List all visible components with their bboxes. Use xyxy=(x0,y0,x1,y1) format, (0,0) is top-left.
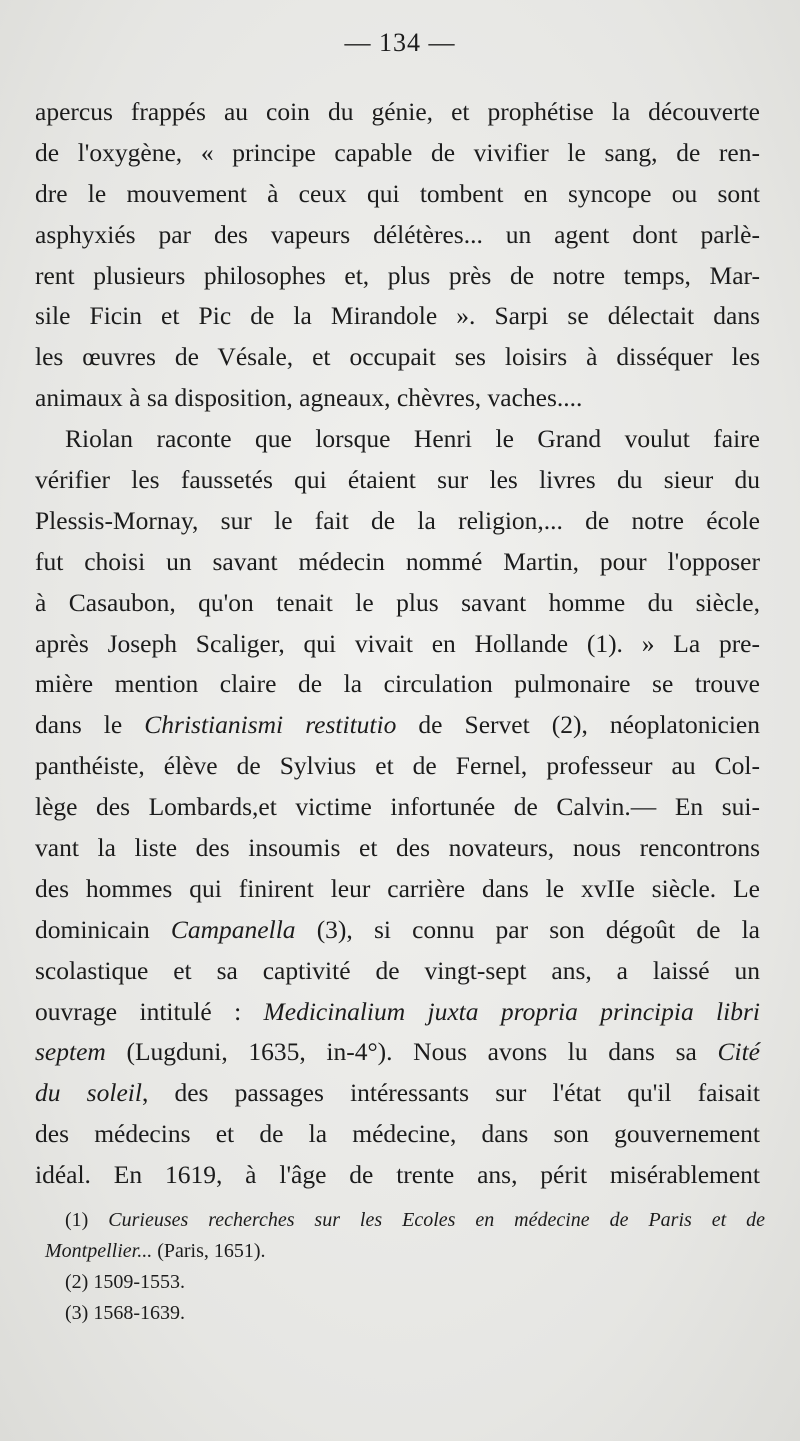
text-run: à Casaubon, qu'on tenait le plus savant homme du siècle, xyxy=(35,587,760,617)
text-run: panthéiste, élève de Sylvius et de Fernel, professeur au Col- xyxy=(35,751,760,781)
text-line xyxy=(35,746,760,787)
text-line xyxy=(35,1032,760,1073)
text-run: idéal. En 1619, à l'âge de trente ans, périt misérablement xyxy=(35,1160,760,1190)
text-run: les œuvres de Vésale, et occupait ses loisirs à disséquer les xyxy=(35,342,760,372)
text-line xyxy=(35,174,760,215)
text-run: dre le mouvement à ceux qui tombent en syncope ou sont xyxy=(35,178,760,208)
text-line xyxy=(35,705,760,746)
text-run: vérifier les faussetés qui étaient sur les livres du sieur du xyxy=(35,465,760,495)
text-run: de Servet (2), néoplatonicien xyxy=(396,710,760,740)
text-run: de l'oxygène, « principe capable de vivifier le sang, de ren- xyxy=(35,137,760,167)
footnote-line xyxy=(45,1267,765,1298)
footnote-line xyxy=(45,1205,765,1236)
text-line xyxy=(35,1073,760,1114)
text-run: vant la liste des insoumis et des novateurs, nous rencontrons xyxy=(35,833,760,863)
text-run: (3), si connu par son dégoût de la xyxy=(295,914,760,944)
italic-title: Campanella xyxy=(170,914,296,944)
text-run: asphyxiés par des vapeurs délétères... un agent dont parlè- xyxy=(35,219,760,249)
text-run: rent plusieurs philosophes et, plus près de notre temps, Mar- xyxy=(35,260,760,290)
text-run: ouvrage intitulé : xyxy=(35,996,264,1026)
text-line xyxy=(35,256,760,297)
footnotes xyxy=(45,1205,765,1329)
footnote-italic: Montpellier... xyxy=(45,1240,153,1262)
text-run: Riolan raconte que lorsque Henri le Grand voulut faire xyxy=(65,424,760,454)
text-line xyxy=(35,215,760,256)
text-line xyxy=(35,460,760,501)
text-run: après Joseph Scaliger, qui vivait en Hollande (1). » La pre- xyxy=(35,628,760,658)
text-line xyxy=(35,419,760,460)
text-line xyxy=(35,92,760,133)
text-run: Plessis-Mornay, sur le fait de la religion,... de notre école xyxy=(35,505,760,535)
text-run: animaux à sa disposition, agneaux, chèvres, vaches.... xyxy=(35,383,583,413)
footnote-line xyxy=(45,1236,765,1267)
main-text xyxy=(35,92,760,1196)
text-run: mière mention claire de la circulation pulmonaire se trouve xyxy=(35,669,760,699)
italic-title: Christianismi restitutio xyxy=(144,710,397,740)
text-run: fut choisi un savant médecin nommé Martin, pour l'opposer xyxy=(35,546,760,576)
text-line xyxy=(35,951,760,992)
footnote-text: (1) xyxy=(65,1209,109,1231)
text-run: lège des Lombards,et victime infortunée de Calvin.— En sui- xyxy=(35,792,760,822)
text-run: des médecins et de la médecine, dans son gouvernement xyxy=(35,1119,760,1149)
footnote-text: (2) 1509-1553. xyxy=(65,1271,185,1293)
text-run: scolastique et sa captivité de vingt-sept ans, a laissé un xyxy=(35,955,760,985)
footnote-line xyxy=(45,1298,765,1329)
text-run: (Lugduni, 1635, in-4°). Nous avons lu dans sa xyxy=(105,1037,718,1067)
text-line xyxy=(35,664,760,705)
text-line xyxy=(35,133,760,174)
text-run: , des passages intéressants sur l'état qu'il faisait xyxy=(141,1078,760,1108)
text-line xyxy=(35,869,760,910)
text-line xyxy=(35,1114,760,1155)
text-line xyxy=(35,378,760,419)
text-line xyxy=(35,992,760,1033)
text-run: dominicain xyxy=(35,914,171,944)
text-run: des hommes qui finirent leur carrière dans le xvIIe siècle. Le xyxy=(35,873,760,903)
text-run: dans le xyxy=(35,710,145,740)
page-number: — 134 — xyxy=(344,28,456,57)
text-run: sile Ficin et Pic de la Mirandole ». Sarpi se délectait dans xyxy=(35,301,760,331)
footnote-text: (3) 1568-1639. xyxy=(65,1302,185,1324)
text-line xyxy=(35,787,760,828)
text-line xyxy=(35,583,760,624)
text-line xyxy=(35,501,760,542)
text-run: apercus frappés au coin du génie, et prophétise la découverte xyxy=(35,97,760,126)
text-line xyxy=(35,296,760,337)
footnote-text: (Paris, 1651). xyxy=(152,1240,266,1262)
text-line xyxy=(35,1155,760,1196)
italic-title: Cité xyxy=(717,1037,760,1067)
footnote-italic: Curieuses recherches sur les Ecoles en médecine de Paris et de xyxy=(108,1209,765,1231)
text-line xyxy=(35,542,760,583)
italic-title: septem xyxy=(35,1037,106,1067)
text-line xyxy=(35,337,760,378)
italic-title: du soleil xyxy=(35,1078,142,1108)
text-line xyxy=(35,910,760,951)
text-line xyxy=(35,624,760,665)
text-line xyxy=(35,828,760,869)
italic-title: Medicinalium juxta propria principia libri xyxy=(263,996,760,1026)
